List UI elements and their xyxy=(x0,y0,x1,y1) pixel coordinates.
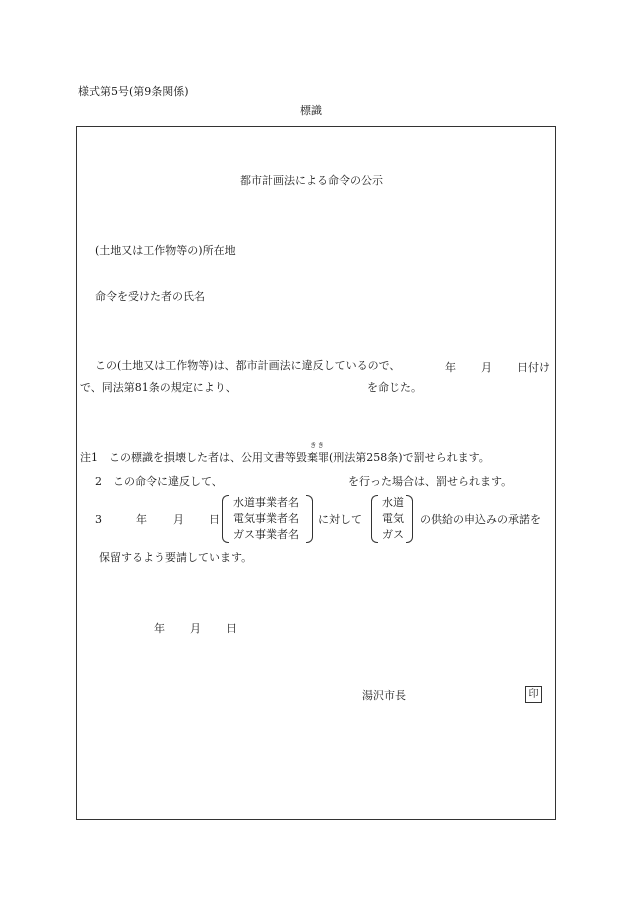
order-date-day: 日付け xyxy=(517,361,550,374)
note-3-month: 月 xyxy=(173,513,184,526)
note-3-tail: の供給の申込みの承諾を xyxy=(420,513,541,526)
seal-stamp: 印 xyxy=(525,686,542,703)
note-1: 注1 この標識を損壊した者は、公用文書等毀棄罪(刑法第258条)で罰せられます。 xyxy=(80,451,490,464)
form-number-label: 様式第5号(第9条関係) xyxy=(78,85,189,98)
utility-list xyxy=(382,495,404,543)
utilities-brace-left xyxy=(371,495,378,543)
utility-gas: ガス xyxy=(382,528,404,541)
order-date-year: 年 xyxy=(445,361,456,374)
body-line-2-start: で、同法第81条の規定により、 xyxy=(80,381,237,394)
note-3-year: 年 xyxy=(136,513,147,526)
operator-list xyxy=(233,495,299,543)
issuer-mayor: 湯沢市長 xyxy=(362,689,406,702)
note-2-end: を行った場合は、罰せられます。 xyxy=(348,475,513,488)
operators-brace-right xyxy=(306,495,313,543)
sign-title: 標識 xyxy=(300,104,322,117)
ruby-reading: きき xyxy=(310,441,325,449)
location-label: (土地又は工作物等の)所在地 xyxy=(95,244,236,257)
utility-water: 水道 xyxy=(382,496,404,509)
note-3-number: 3 xyxy=(95,513,102,526)
sign-frame xyxy=(76,126,556,820)
body-line-1: この(土地又は工作物等)は、都市計画法に違反しているので、 xyxy=(95,359,401,372)
note-3-day: 日 xyxy=(209,513,220,526)
utilities-brace-right xyxy=(406,495,413,543)
operator-electric: 電気事業者名 xyxy=(233,512,299,525)
operators-brace-left xyxy=(222,495,229,543)
note-3-line-2: 保留するよう要請しています。 xyxy=(99,551,253,564)
order-date-month: 月 xyxy=(481,361,492,374)
issue-date-year: 年 xyxy=(154,622,165,635)
body-line-2 xyxy=(80,381,237,395)
body-line-2-end: を命じた。 xyxy=(367,381,422,394)
against-label: に対して xyxy=(318,513,362,526)
note-2-start: 2 この命令に違反して、 xyxy=(95,475,223,488)
issue-date-month: 月 xyxy=(190,622,201,635)
issue-date-day: 日 xyxy=(226,622,237,635)
recipient-name-label: 命令を受けた者の氏名 xyxy=(95,290,205,303)
operator-gas: ガス事業者名 xyxy=(233,528,299,541)
operator-water: 水道事業者名 xyxy=(233,496,299,509)
utility-electric: 電気 xyxy=(382,512,404,525)
notice-heading: 都市計画法による命令の公示 xyxy=(240,174,383,187)
